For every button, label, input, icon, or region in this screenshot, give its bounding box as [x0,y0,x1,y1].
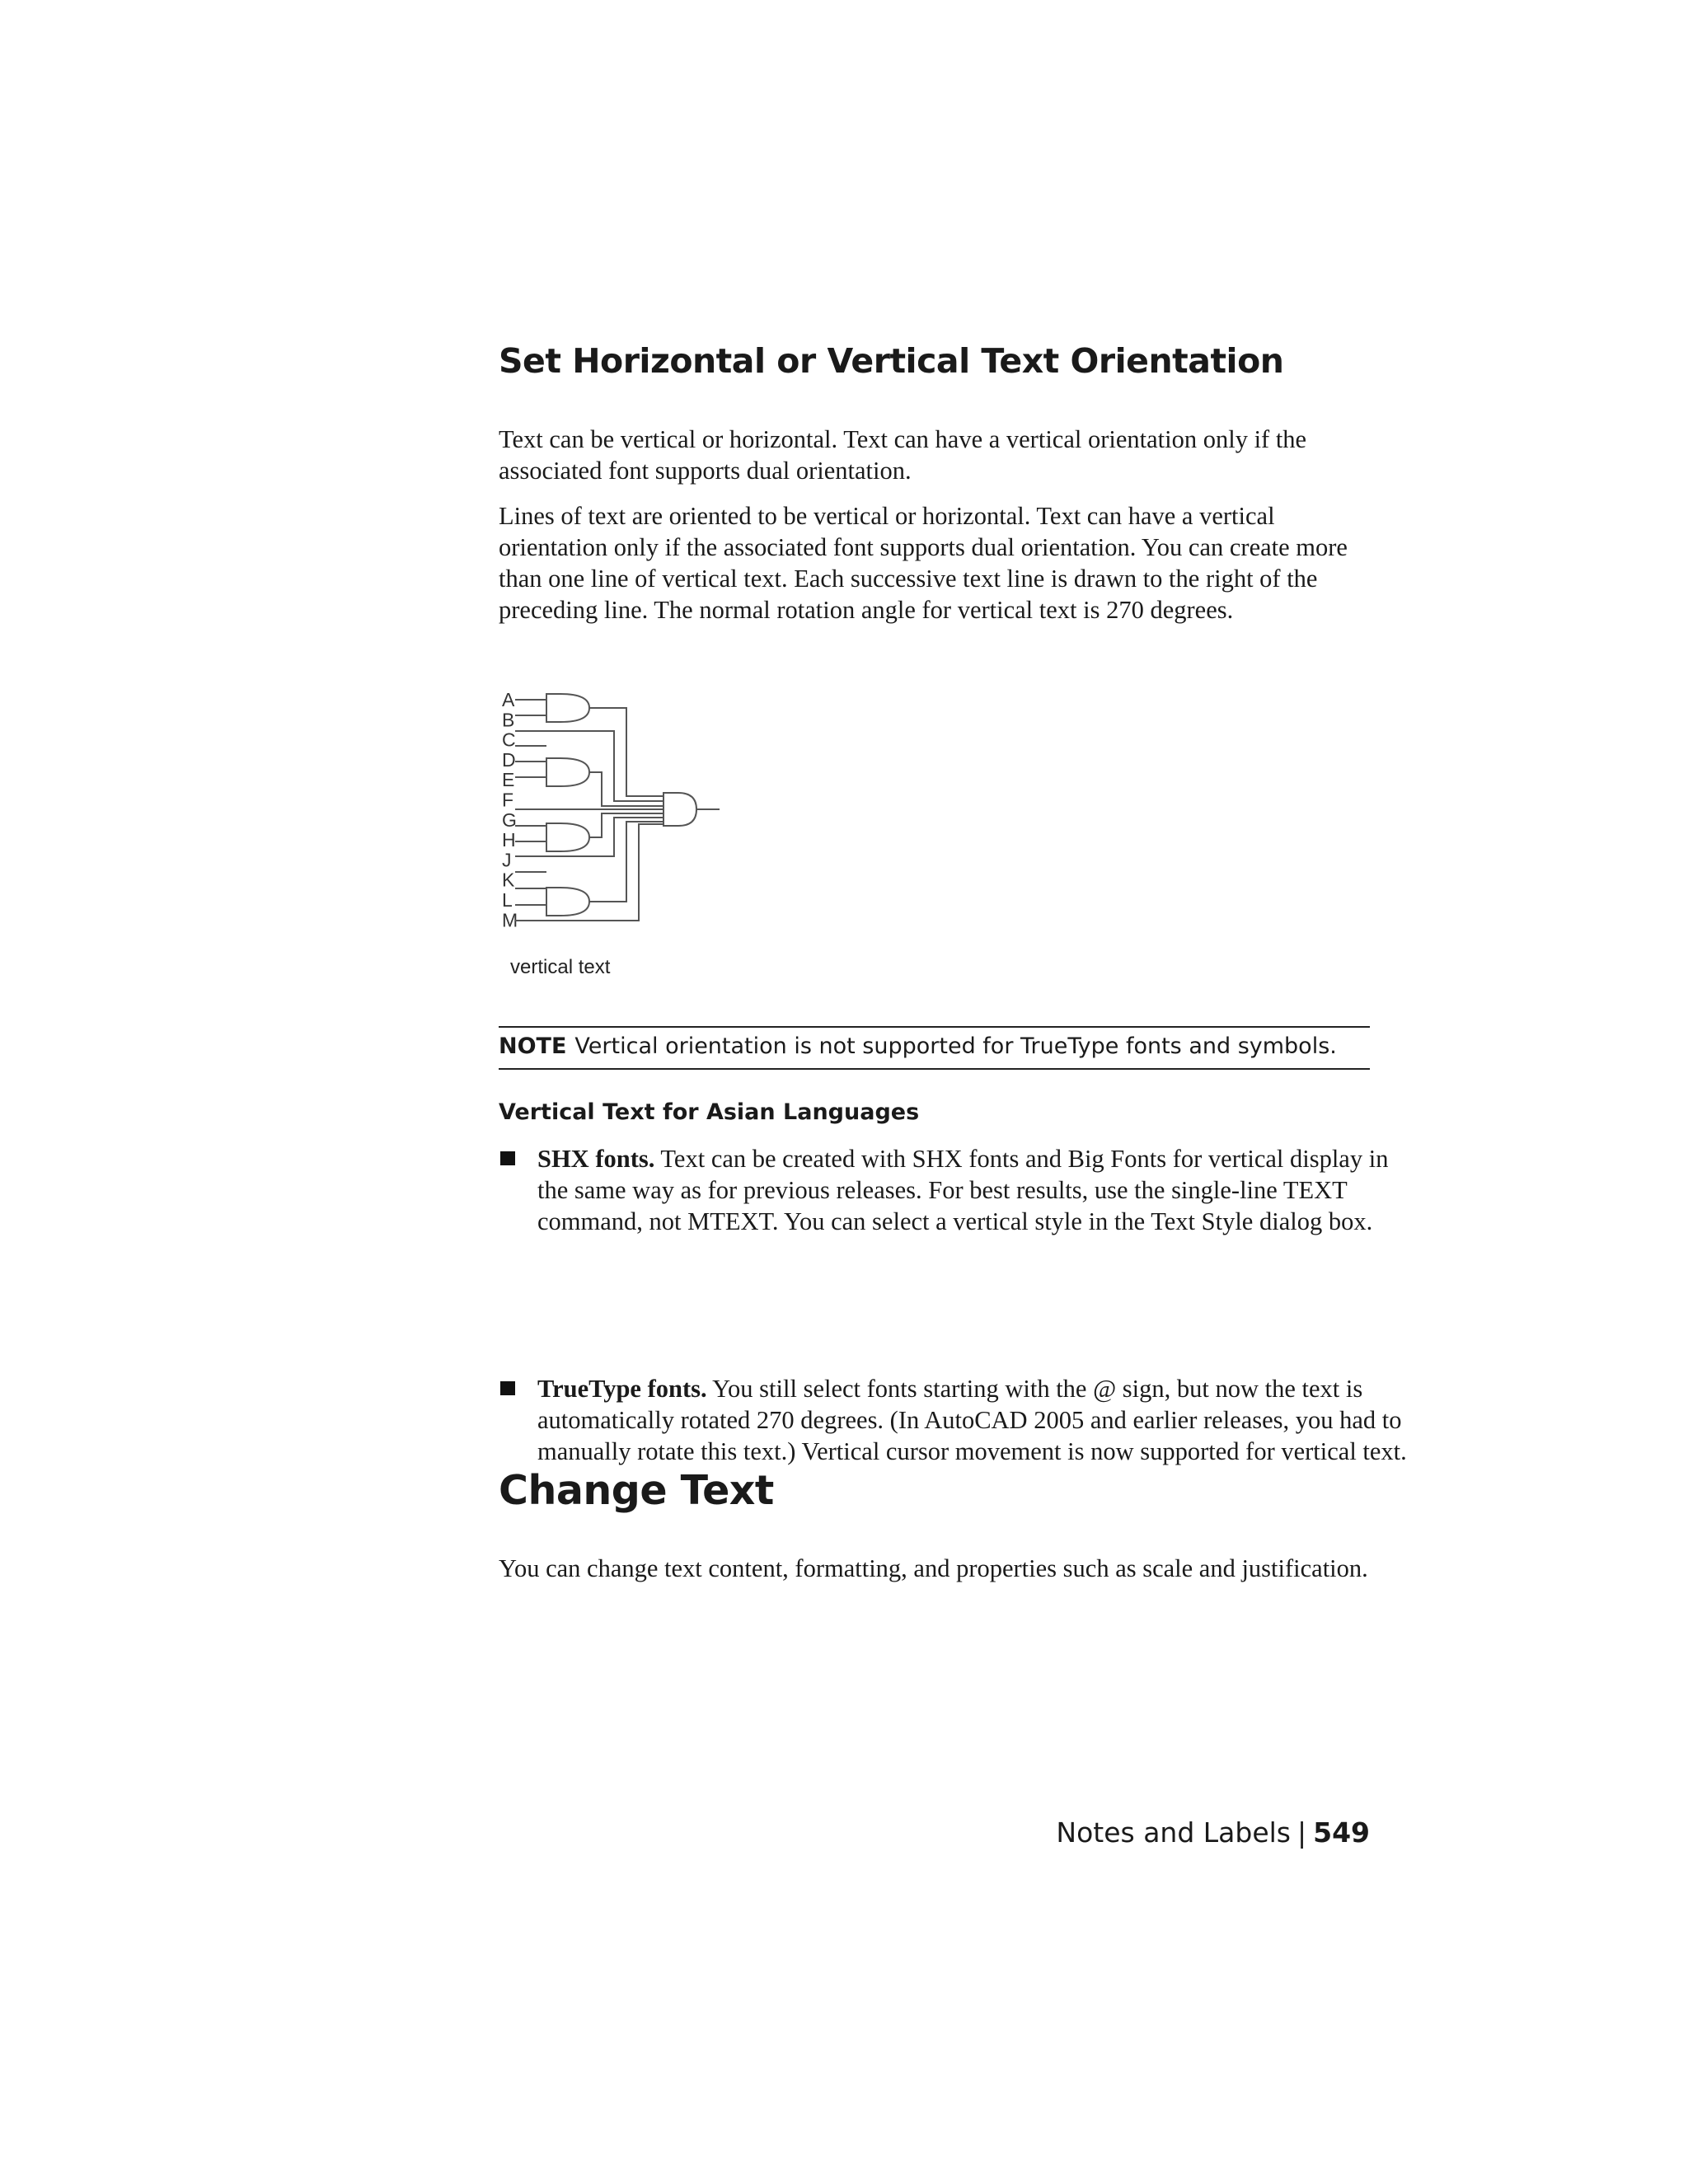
figure-caption: vertical text [510,956,611,978]
bullet-item [499,1373,1409,1467]
and-gate-output [663,793,696,826]
footer-section-name: Notes and Labels [1056,1816,1291,1849]
diagram-input-label: C [502,729,516,751]
logic-gate-diagram [499,686,746,984]
bullet-text: Text can be created with SHX fonts and Big Fonts for vertical display in the same way as for previous releases. For best results, use the single-line TEXT command, not MTEXT. You can select a vertical style in the Text Style dialog box. [537,1145,1389,1235]
section-heading: Change Text [499,1467,774,1514]
note-label: NOTE [499,1033,567,1059]
diagram-input-label: H [502,829,516,851]
subsection-heading: Vertical Text for Asian Languages [499,1099,920,1125]
section-set-orientation [499,340,1370,382]
diagram-input-label: E [502,769,515,791]
section-change-text [499,1466,1370,1516]
diagram-input-label: M [502,909,518,931]
bullet-item [499,1143,1409,1237]
bullet-lead: SHX fonts. [537,1145,655,1173]
detail-paragraph [499,500,1370,626]
bullet-text: You still select fonts starting with the @ sign, but now the text is automatically rotated 270 degrees. (In AutoCAD 2005 and earlier releases, you had to manually rotate this text.) Vertical cursor movement is now supported for vertical text. [537,1375,1407,1465]
bullet-lead: TrueType fonts. [537,1375,707,1403]
diagram-input-label: D [502,748,516,771]
section-heading: Set Horizontal or Vertical Text Orientation [499,341,1284,381]
diagram-input-label: F [502,789,514,811]
diagram-input-label: L [502,889,513,911]
intro-paragraph [499,424,1370,486]
bullet-square-icon [500,1381,515,1395]
or-gate-3 [546,823,589,851]
diagram-input-label: K [502,869,515,891]
paragraph: Lines of text are oriented to be vertical or horizontal. Text can have a vertical orientation only if the associated font supports dual orientation. You can create more than one line of vertical text. Each successive text line is drawn to the right of the preceding line. The normal rotation angle for vertical text is 270 degrees. [499,502,1348,624]
note-text: Vertical orientation is not supported for TrueType fonts and symbols. [574,1033,1337,1059]
footer-separator: | [1296,1816,1307,1849]
or-gate-2 [546,758,589,786]
page-footer [1056,1816,1370,1849]
or-gate-4 [546,888,589,916]
paragraph: You can change text content, formatting, and properties such as scale and justification. [499,1554,1368,1582]
diagram-input-label: J [502,849,512,871]
or-gate-1 [546,694,589,722]
change-text-paragraph [499,1553,1370,1584]
paragraph: Text can be vertical or horizontal. Text can have a vertical orientation only if the associated font supports dual orientation. [499,425,1307,485]
diagram-input-label: B [502,709,515,731]
note-box [499,1026,1370,1070]
bullet-square-icon [500,1151,515,1165]
diagram-input-label: A [502,689,515,710]
diagram-input-label: G [502,808,517,831]
page-number: 549 [1313,1816,1370,1849]
